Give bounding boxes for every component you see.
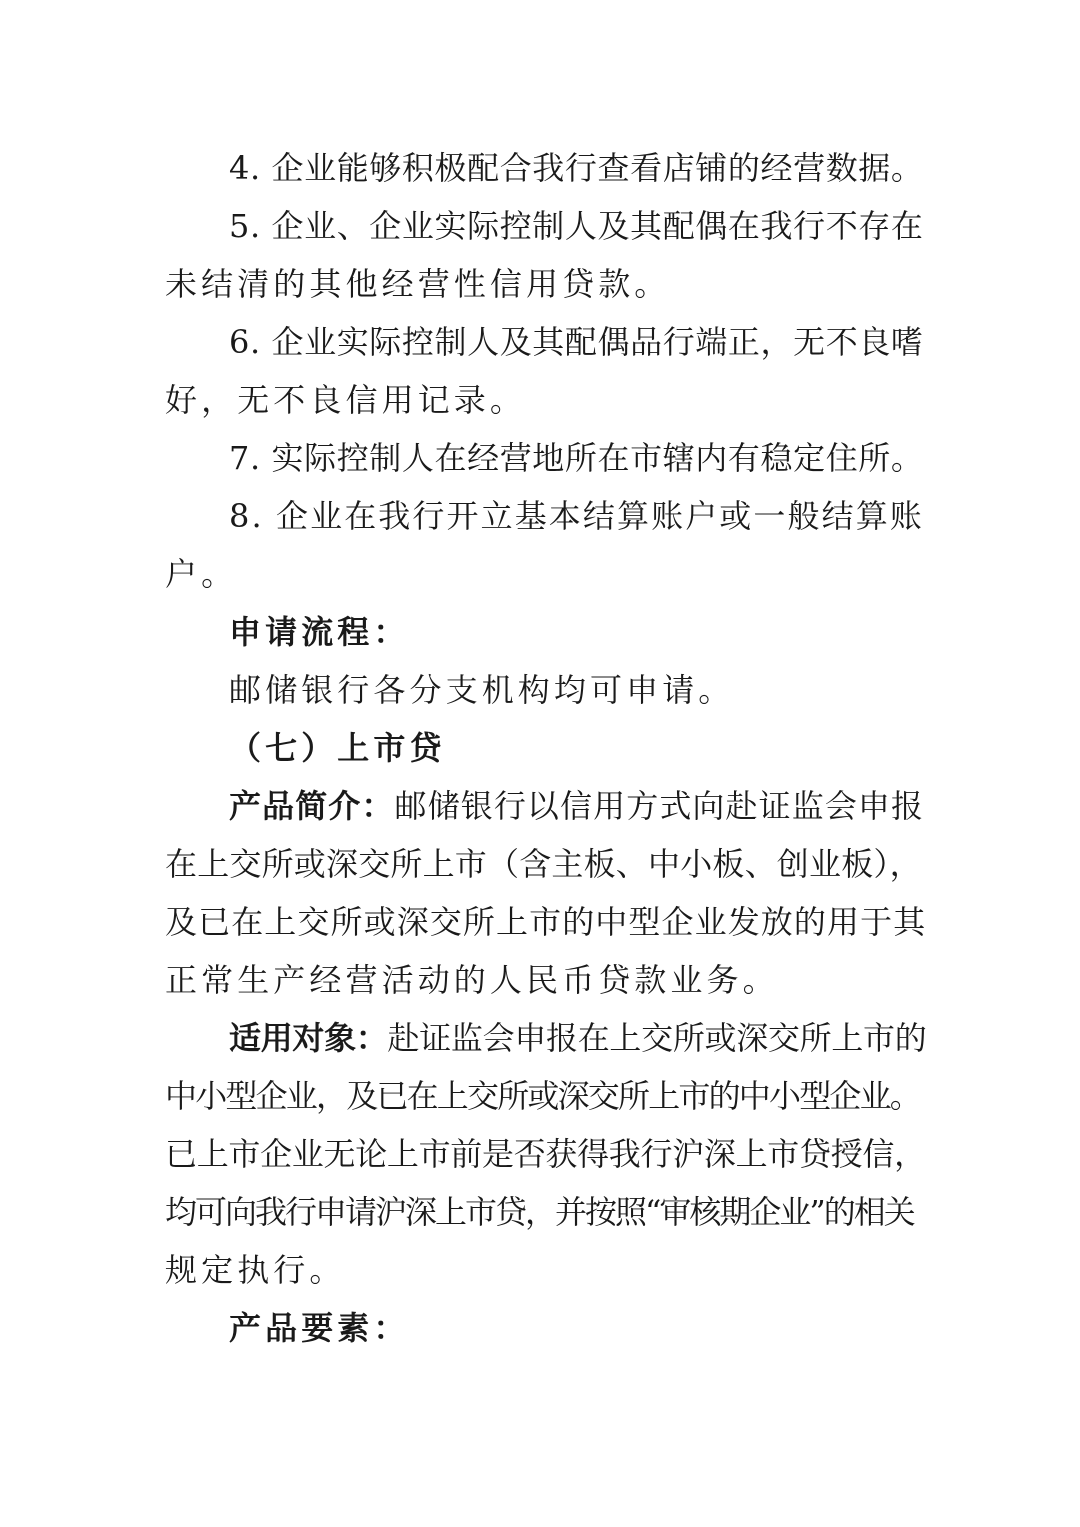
section-title: （七）上市贷 xyxy=(229,729,446,767)
target-label: 适用对象： xyxy=(229,1019,388,1057)
intro-line-3: 及已在上交所或深交所上市的中型企业发放的用于其 xyxy=(165,903,927,941)
requirement-6-line-2: 好，无不良信用记录。 xyxy=(165,381,527,419)
target-line-4: 均可向我行申请沪深上市贷，并按照“审核期企业”的相关 xyxy=(165,1193,914,1231)
product-elements-heading: 产品要素： xyxy=(229,1309,410,1347)
intro-line-2: 在上交所或深交所上市（含主板、中小板、创业板）， xyxy=(165,845,922,883)
requirement-6-line-1: 6. 企业实际控制人及其配偶品行端正，无不良嗜 xyxy=(229,323,924,361)
requirement-8-line-2: 户。 xyxy=(165,555,238,593)
requirement-8-line-1: 8. 企业在我行开立基本结算账户或一般结算账 xyxy=(229,497,924,535)
requirement-5-line-2: 未结清的其他经营性信用贷款。 xyxy=(165,265,671,303)
intro-line-4: 正常生产经营活动的人民币贷款业务。 xyxy=(165,961,779,999)
requirement-5-line-1: 5. 企业、企业实际控制人及其配偶在我行不存在 xyxy=(229,207,924,245)
apply-process-heading: 申请流程： xyxy=(229,613,410,651)
intro-first-text: 邮储银行以信用方式向赴证监会申报 xyxy=(394,787,925,825)
target-line-1 xyxy=(229,1018,925,1058)
intro-label: 产品简介： xyxy=(229,787,395,825)
target-line-3: 已上市企业无论上市前是否获得我行沪深上市贷授信， xyxy=(165,1135,926,1173)
requirement-7: 7. 实际控制人在经营地所在市辖内有稳定住所。 xyxy=(229,439,924,477)
target-line-5: 规定执行。 xyxy=(165,1251,346,1289)
apply-process-text: 邮储银行各分支机构均可申请。 xyxy=(229,671,735,709)
requirement-4: 4. 企业能够积极配合我行查看店铺的经营数据。 xyxy=(229,149,924,187)
target-line-2: 中小型企业，及已在上交所或深交所上市的中小型企业。 xyxy=(165,1077,921,1115)
intro-line-1 xyxy=(229,786,925,826)
target-first-text: 赴证监会申报在上交所或深交所上市的 xyxy=(387,1019,927,1057)
